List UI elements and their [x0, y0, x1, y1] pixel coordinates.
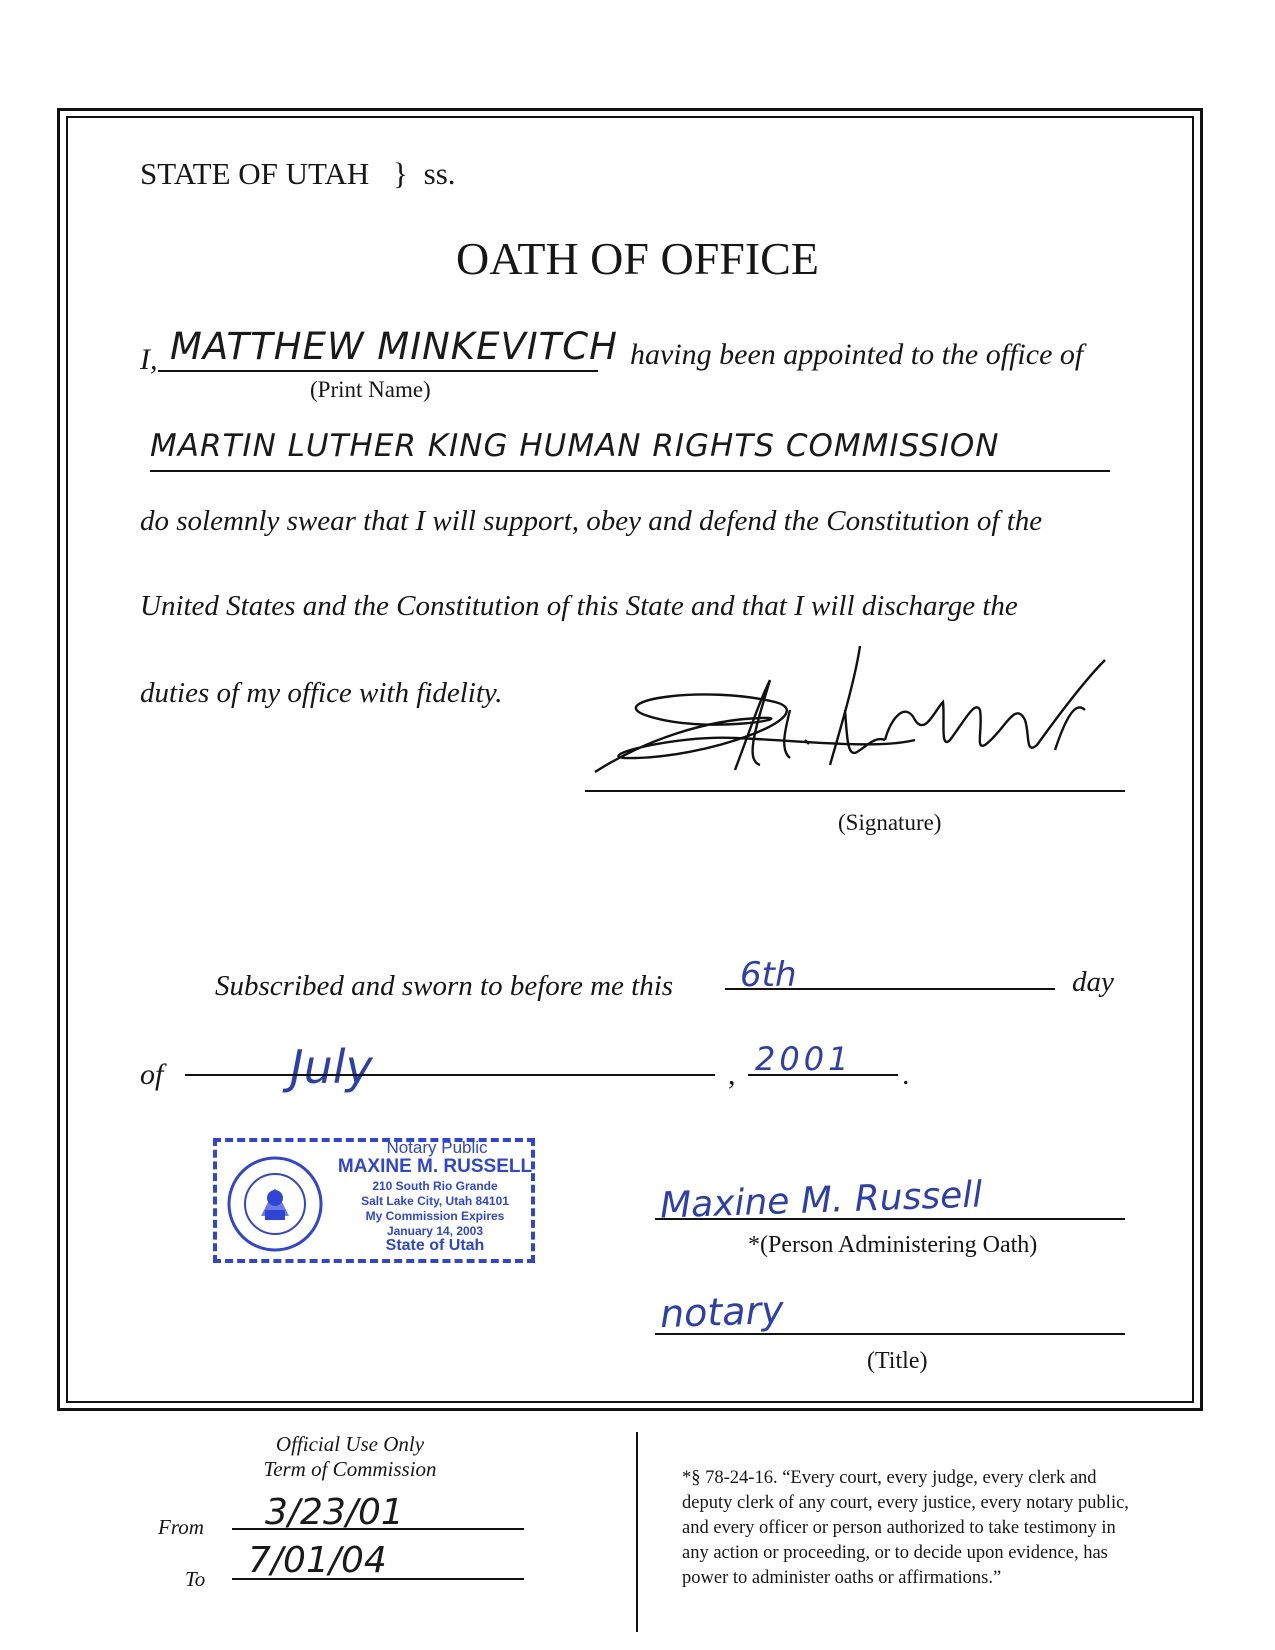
state-seal-icon	[225, 1154, 325, 1254]
stamp-state: State of Utah	[385, 1237, 485, 1254]
header-brace: }	[393, 156, 408, 191]
header-ss: ss.	[423, 156, 456, 191]
term-from-value: 3/23/01	[265, 1492, 404, 1533]
print-name-caption: (Print Name)	[310, 377, 431, 402]
officer-signature	[585, 640, 1145, 800]
sworn-period: .	[902, 1058, 910, 1091]
footnote-line-4: any action or proceeding, or to decide upon evidence, has	[682, 1543, 1108, 1563]
stamp-address-2: Salt Lake City, Utah 84101	[361, 1194, 509, 1208]
sworn-comma: ,	[728, 1058, 736, 1091]
oath-body-line-3: duties of my office with fidelity.	[140, 677, 503, 709]
title-caption: (Title)	[867, 1348, 928, 1374]
term-to-value: 7/01/04	[248, 1540, 387, 1581]
sworn-month-line	[185, 1074, 715, 1076]
office-line	[150, 470, 1110, 472]
sworn-of-label: of	[140, 1058, 164, 1091]
term-from-label: From	[158, 1515, 204, 1539]
footnote-line-5: power to administer oaths or affirmations.”	[682, 1568, 1002, 1588]
footnote-line-3: and every officer or person authorized to take testimony in	[682, 1518, 1116, 1538]
appointed-text: having been appointed to the office of	[630, 338, 1084, 371]
title-line	[655, 1333, 1125, 1335]
notary-stamp	[213, 1138, 535, 1263]
footnote-line-2: deputy clerk of any court, every justice, every notary public,	[682, 1493, 1129, 1513]
official-heading-1: Official Use Only	[275, 1432, 425, 1456]
footer-divider	[636, 1432, 638, 1632]
term-to-line	[232, 1578, 524, 1580]
stamp-address-1: 210 South Rio Grande	[372, 1179, 498, 1193]
stamp-expires-label: My Commission Expires	[365, 1209, 505, 1223]
sworn-day-label: day	[1072, 966, 1114, 998]
oath-prefix: I,	[140, 343, 158, 376]
office-value: MARTIN LUTHER KING HUMAN RIGHTS COMMISSION	[150, 428, 1000, 464]
sworn-text: Subscribed and sworn to before me this	[215, 970, 674, 1002]
sworn-day-line	[725, 988, 1055, 990]
signature-line	[585, 790, 1125, 792]
sworn-year-value: 2001	[755, 1040, 853, 1078]
stamp-expires-date: January 14, 2003	[386, 1224, 484, 1238]
oath-body-line-2: United States and the Constitution of this State and that I will discharge the	[140, 590, 1018, 622]
document-title: OATH OF OFFICE	[456, 233, 819, 284]
term-from-line	[232, 1528, 524, 1530]
stamp-notary-name: MAXINE M. RUSSELL	[337, 1156, 533, 1177]
administering-line	[655, 1218, 1125, 1220]
official-heading-2: Term of Commission	[263, 1457, 437, 1481]
footnote-line-1: *§ 78-24-16. “Every court, every judge, every clerk and	[682, 1468, 1097, 1488]
sworn-day-value: 6th	[740, 955, 797, 995]
administering-signature: Maxine M. Russell	[659, 1174, 983, 1227]
state-name: STATE OF UTAH	[140, 156, 370, 191]
signature-caption: (Signature)	[838, 810, 942, 835]
administering-caption: *(Person Administering Oath)	[748, 1232, 1038, 1258]
oath-body-line-1: do solemnly swear that I will support, obey and defend the Constitution of the	[140, 505, 1043, 537]
state-header	[140, 156, 540, 192]
print-name-value: MATTHEW MINKEVITCH	[170, 325, 618, 368]
term-to-label: To	[185, 1567, 206, 1591]
title-value: notary	[659, 1287, 785, 1337]
sworn-year-line	[748, 1074, 898, 1076]
sworn-month-value: July	[290, 1040, 373, 1094]
stamp-title: Notary Public	[386, 1138, 488, 1157]
footnote	[682, 1466, 1202, 1591]
print-name-line	[158, 370, 598, 372]
